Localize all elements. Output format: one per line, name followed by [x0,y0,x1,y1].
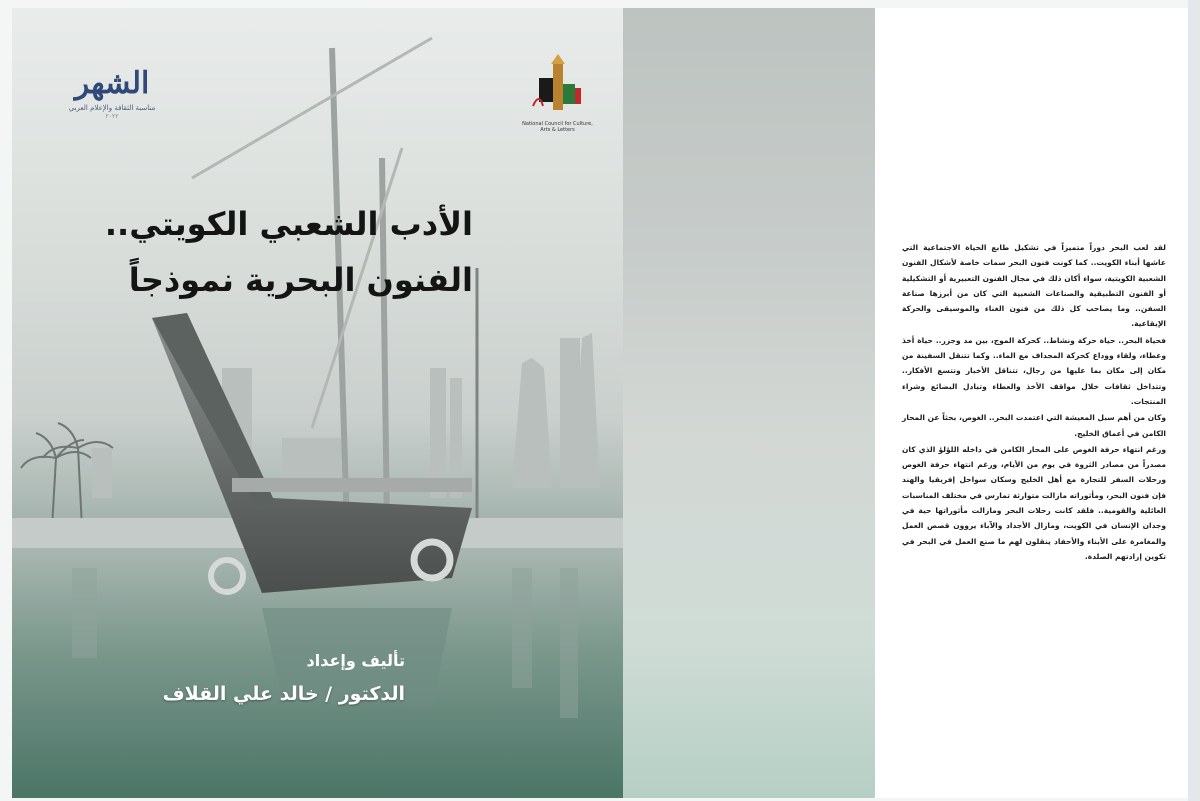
logo-mark: الشهر [74,66,150,101]
author-block [105,648,405,714]
council-emblem-icon [523,54,593,116]
back-paragraph: وكان من أهم سبل المعيشة التي اعتمدت البحر.. الغوص، بحثاً عن المحار الكامن في أعماق الخليج. [902,413,1166,438]
title-line-1: الأدب الشعبي الكويتي.. [104,205,473,243]
front-cover [12,8,623,798]
council-logo [520,54,595,132]
author-name: الدكتور / خالد علي القلاف [162,683,405,705]
page-margin [1188,0,1200,801]
back-paragraph: فحياة البحر.. حياة حركة ونشاط.. كحركة الموج، بين مد وجزر.. حياة أخذ وعطاء، ولقاء ووداع كحركة المجداف مع الماء.. وكما تتنقل السفينة من مكان إلى مكان بما عليها من رجال، تتناقل الأخبار وتتسع الأفكار.. وتتداخل ثقافات خلال مواقف الأخذ والعطاء وتبادل البضائع وشراء المنتجات. [902,335,1166,406]
logo-year: ٢٠٢٢ [105,113,119,120]
book-spine [623,8,875,798]
alshahr-logo [67,68,157,123]
author-label: تأليف وإعداد [306,651,405,670]
council-caption: National Council for Culture, Arts & Letters [522,121,593,133]
logo-subtitle: مناسبة الثقافة والإعلام العربي [68,104,156,112]
title-line-2: الفنون البحرية نموذجاً [128,261,473,299]
back-paragraph: ورغم انتهاء حرفة الغوص على المحار الكامن في داخله اللؤلؤ الذي كان مصدراً من مصادر الثروة في يوم من الأيام، ورغم انتهاء حرفة الغوص ورحلات السفر للتجارة مع أهل الخليج وسكان سواحل إفريقيا والهند فإن فنون البحر، ومأثوراته مازالت متوارثة تمارس في مختلف المناسبات العائلية والقومية.. فلقد كانت رحلات البحر ومازالت مأثوراتها حية في وجدان الإنسان في الكويت، ومازال الأجداد والآباء يروون قصص العمل والمغامرة على الأبناء والأحفاد ينقلون لهم ما صنع العمل في البحر في تكوين إرادتهم الصلدة. [902,444,1166,561]
back-cover-text [902,240,1166,565]
book-title [33,196,473,308]
back-paragraph: لقد لعب البحر دوراً متميزاً في تشكيل طابع الحياة الاجتماعية التي عاشها أبناء الكويت.. كما كونت فنون البحر سمات خاصة لأشكال الفنون الشعبية الكويتية، سواء أكان ذلك في مجال الفنون التعبيرية أو التشكيلية أو الفنون التطبيقية والصناعات الشعبية التي كان من أبرزها صناعة السفن.. وما يصاحب كل ذلك من فنون الغناء والموسيقى والحركة الإيقاعية. [902,243,1166,329]
